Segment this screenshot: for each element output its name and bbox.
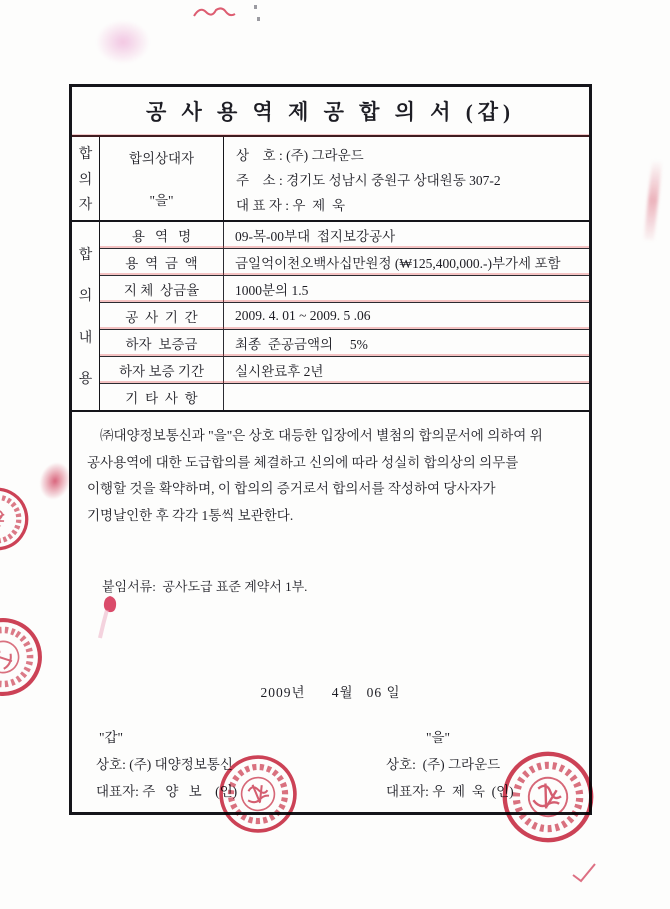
representative-line: 대표자: 우 제 욱 (인) xyxy=(386,784,514,799)
attachment-note: 붙임서류: 공사도급 표준 계약서 1부. xyxy=(102,579,308,594)
party-side-label xyxy=(72,137,100,220)
side-char: 합 xyxy=(78,247,93,263)
side-char: 내 xyxy=(78,330,93,346)
row-label: 하자 보증금 xyxy=(100,330,224,356)
counterpart-detail-cell xyxy=(224,137,589,220)
body-line: 공사용역에 대한 도급합의를 체결하고 신의에 따라 성실히 합의상의 의무를 xyxy=(87,454,519,470)
side-char: 자 xyxy=(78,198,93,214)
row-value: 최종 준공금액의 5% xyxy=(235,337,368,352)
counterpart-label-cell xyxy=(100,137,224,220)
row-value: 09-목-00부대 접지보강공사 xyxy=(235,229,396,244)
row-value: 2009. 4. 01 ~ 2009. 5 .06 xyxy=(235,308,371,323)
ink-speck xyxy=(257,17,260,21)
company-seal-gap-icon xyxy=(212,748,305,841)
company-line: 상호: (주) 그라운드 xyxy=(386,757,501,772)
table-row xyxy=(100,356,589,383)
body-line: ㈜대양정보통신과 "을"은 상호 대등한 입장에서 별첨의 합의문서에 의하여 위 xyxy=(100,428,543,443)
document-frame xyxy=(69,84,592,815)
row-label: 기 타 사 항 xyxy=(100,384,224,410)
side-char: 용 xyxy=(78,372,93,388)
table-row xyxy=(100,329,589,356)
party-section xyxy=(72,137,589,222)
row-label: 용 역 금 액 xyxy=(100,249,224,275)
counterpart-role: "을" xyxy=(149,193,174,208)
side-char: 합 xyxy=(78,146,93,162)
ink-speck xyxy=(254,5,257,9)
company-name-line: 상 호 : (주) 그라운드 xyxy=(236,148,364,163)
agreement-date: 2009년 4월 06 일 xyxy=(260,685,401,700)
pink-ink-smudge xyxy=(96,20,150,64)
company-line: 상호: (주) 대양정보통신 xyxy=(96,757,233,772)
row-value: 실시완료후 2년 xyxy=(235,364,324,379)
counterpart-label: 합의상대자 xyxy=(128,151,195,166)
row-label: 용 역 명 xyxy=(100,222,224,248)
table-row xyxy=(100,248,589,275)
table-row xyxy=(100,222,589,248)
row-label: 공 사 기 간 xyxy=(100,303,224,329)
agreement-rows xyxy=(100,222,589,410)
red-check-mark xyxy=(568,860,600,886)
table-row xyxy=(100,302,589,329)
party-role: "갑" xyxy=(99,730,124,745)
row-label: 하자 보증 기간 xyxy=(100,357,224,383)
row-value xyxy=(224,384,589,410)
representative-line: 대 표 자 : 우 제 욱 xyxy=(236,198,345,213)
page-margin-seal-upper-icon xyxy=(0,481,35,557)
table-row xyxy=(100,275,589,302)
red-pen-squiggle xyxy=(192,2,238,24)
body-line: 이행할 것을 확약하며, 이 합의의 증거로서 합의서를 작성하여 당사자가 xyxy=(87,481,496,496)
row-value: 1000분의 1.5 xyxy=(235,283,309,298)
row-label: 지 체 상금율 xyxy=(100,276,224,302)
red-ink-drip xyxy=(97,592,123,642)
side-char: 의 xyxy=(78,172,93,188)
document-title: 공 사 용 역 제 공 합 의 서 (갑) xyxy=(72,87,589,137)
page-margin-seal-lower-icon xyxy=(0,601,59,713)
table-row xyxy=(100,383,589,410)
agreement-side-label xyxy=(72,222,100,410)
agreement-section xyxy=(72,222,589,412)
representative-line: 대표자: 주 양 보 (인) xyxy=(96,784,238,799)
signature-block-eul xyxy=(386,724,514,805)
body-line: 기명날인한 후 각각 1통씩 보관한다. xyxy=(87,507,294,523)
address-line: 주 소 : 경기도 성남시 중원구 상대원동 307-2 xyxy=(236,173,501,188)
agreement-body-paragraph xyxy=(72,412,589,529)
side-char: 의 xyxy=(78,289,93,305)
party-role: "을" xyxy=(426,730,451,745)
row-value: 금일억이천오백사십만원정 (₩125,400,000.-)부가세 포함 xyxy=(235,256,561,271)
red-ink-streak xyxy=(644,160,662,241)
